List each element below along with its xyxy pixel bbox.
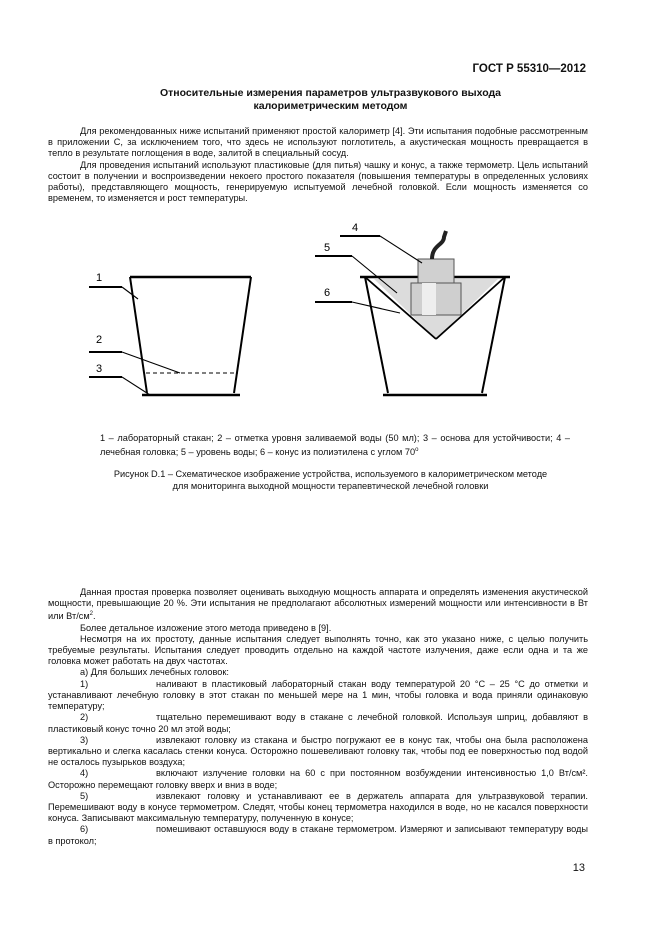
caption-line-2: для мониторинга выходной мощности терапевтической лечебной головки (172, 480, 489, 491)
body-paragraph-1-end: . (93, 611, 96, 622)
figure-label-4: 4 (352, 222, 359, 234)
body-paragraph-1 (48, 587, 588, 623)
intro-paragraph-1: Для рекомендованных ниже испытаний применяют простой калориметр [4]. Эти испытания подобные рассмотренным в приложении С, за исключением того, что здесь не используют поглотитель, а акустическая мощность превращается в тепло в результате поглощения в воде, залитой в специальный сосуд. (48, 126, 588, 159)
intro-paragraph-2: Для проведения испытаний используют пластиковые (для питья) чашку и конус, а также термометр. Цель испытаний состоит в получении и воспроизведении некоего простого показателя (повышения температуры в определенных условиях работы), представляющего мощность, генерируемую испытуемой лечебной головкой. Если мощность изменяется со временем, то изменяется и рост температуры. (48, 159, 588, 204)
step-number: 5) (80, 790, 89, 801)
treatment-head (411, 231, 461, 315)
step-number: 4) (80, 768, 89, 779)
figure-label-5: 5 (324, 242, 331, 254)
step-text: тщательно перемешивают воду в стакане с лечебной головкой. Используя шприц, добавляют в пластиковый конус точно 20 мл этой воды; (48, 712, 588, 734)
title-line-2: калориметрическим методом (253, 100, 408, 112)
intro-text (48, 126, 588, 204)
caption-line-1: Рисунок D.1 – Схематическое изображение устройства, используемого в калориметрическом методе (113, 469, 548, 479)
step-item (48, 791, 588, 825)
body-paragraph-1-text: Данная простая проверка позволяет оценивать выходную мощность аппарата и определять изменения акустической мощности, превышающие 20 %. Эти испытания не предполагают абсолютных измерений мощности или интенсивности в Вт или Вт/см (48, 587, 588, 622)
step-text: извлекают головку и устанавливают ее в держатель аппарата для ультразвуковой терапии. Перемешивают воду в конусе термометром. Следят, чтобы конец термометра находился в воде, но не касался поверхности конуса. Записывают максимальную температуру, полученную в конусе; (48, 790, 588, 824)
step-item (48, 712, 588, 734)
step-text: помешивают оставшуюся воду в стакане термометром. Измеряют и записывают температуру воды в протокол; (48, 824, 588, 846)
step-number: 2) (80, 712, 89, 723)
body-text (48, 587, 588, 847)
step-number: 6) (80, 824, 89, 835)
step-text: извлекают головку из стакана и быстро погружают ее в конус так, чтобы она была расположена вертикально и слегка касалась стенки конуса. Осторожно пошевеливают головку так, чтобы под ее поверхностью под водой не осталось пузырьков воздуха; (48, 734, 588, 768)
page-number: 13 (572, 862, 585, 874)
figure-label-6: 6 (324, 287, 331, 299)
step-item (48, 768, 588, 790)
step-number: 3) (80, 734, 89, 745)
step-item (48, 735, 588, 769)
step-number: 1) (80, 678, 89, 689)
figure-label-2: 2 (96, 334, 103, 346)
step-text: наливают в пластиковый лабораторный стакан воду температурой 20 °С – 25 °С до отметки и устанавливают лечебную головку в этот стакан по меньшей мере на 1 мин, чтобы головка и вода приняли одинаковую температуру; (48, 678, 588, 712)
figure-label-3: 3 (96, 363, 103, 375)
laboratory-cup (130, 277, 251, 395)
body-paragraph-1-sup: 2 (89, 611, 94, 618)
calorimeter-figure (60, 215, 600, 415)
title-line-1: Относительные измерения параметров ультразвукового выхода (159, 87, 502, 99)
step-text: включают излучение головки на 60 с при постоянном возбуждении интенсивностью 1,0 Вт/см². Осторожно перемещают головку вверх и вниз в воде; (48, 768, 588, 790)
legend-text: 1 – лабораторный стакан; 2 – отметка уровня заливаемой воды (50 мл); 3 – основа для устойчивости; 4 – лечебная головка; 5 – уровень воды; 6 – конус из полиэтилена с углом 70 (100, 433, 570, 458)
step-item (48, 824, 588, 846)
legend-degree: о (415, 447, 419, 453)
figure-label-1: 1 (96, 272, 103, 284)
step-item (48, 679, 588, 713)
section-title (60, 87, 601, 113)
document-header: ГОСТ Р 55310—2012 (472, 63, 586, 75)
body-paragraph-4: а) Для больших лечебных головок: (80, 667, 229, 678)
figure-caption (60, 469, 601, 492)
figure-legend (100, 432, 570, 458)
body-paragraph-2: Более детальное изложение этого метода приведено в [9]. (80, 622, 332, 633)
body-paragraph-3: Несмотря на их простоту, данные испытания следует выполнять точно, как это указано ниже, с целью получить требуемые результаты. Испытания следует проводить отдельно на каждой частоте излучения, даже если одна и та же головка может работать на двух частотах. (48, 633, 588, 667)
